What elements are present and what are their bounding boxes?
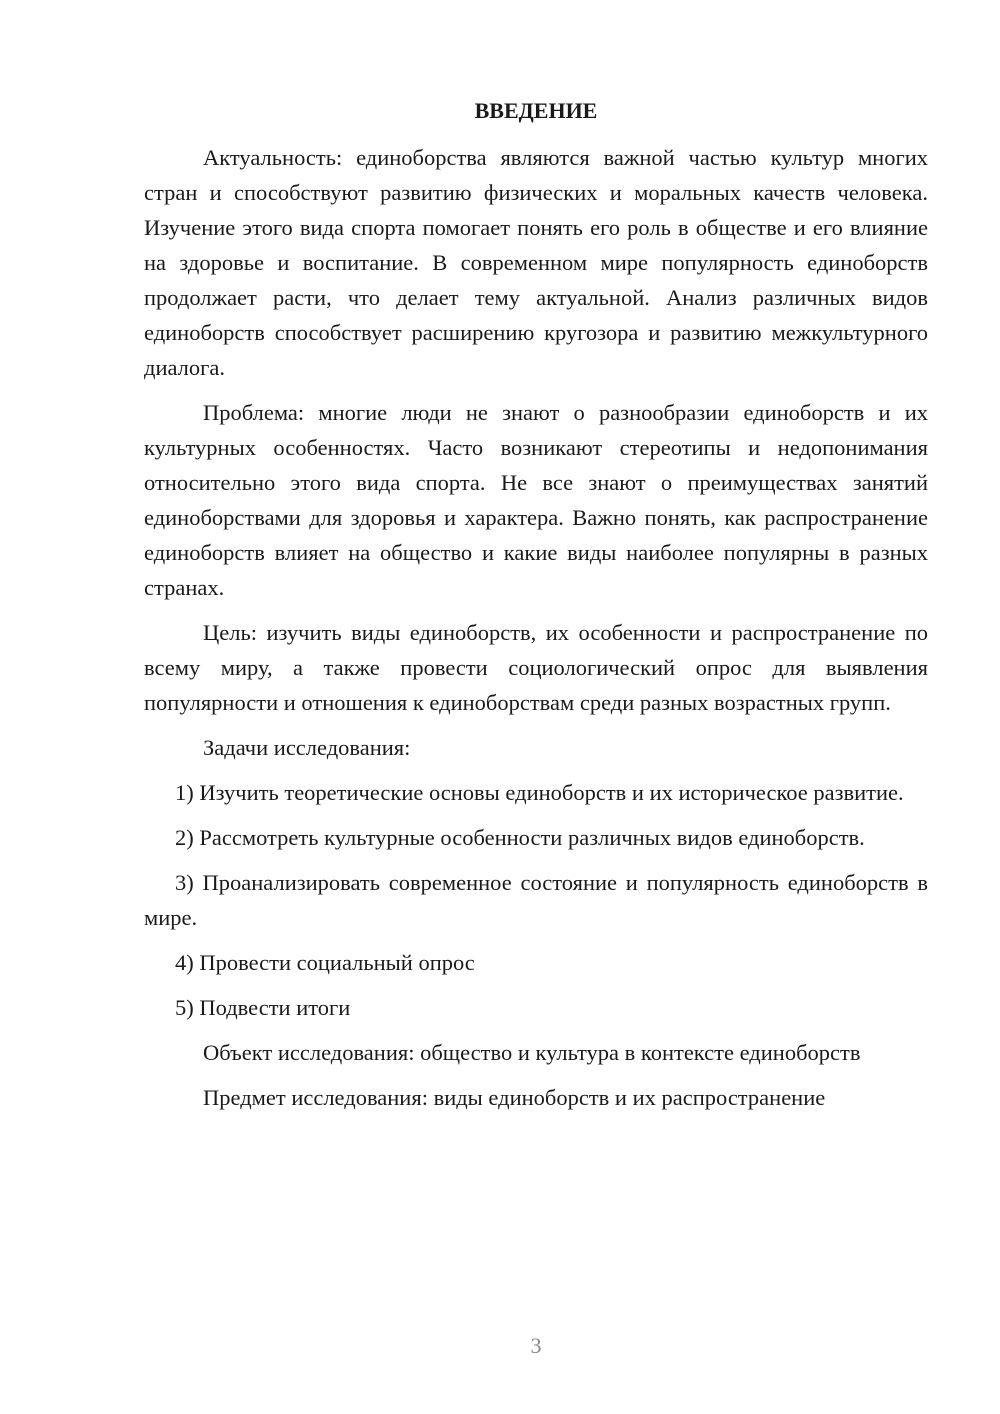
task-item: 4) Провести социальный опрос (175, 950, 475, 975)
task-item: 2) Рассмотреть культурные особенности различных видов единоборств. (175, 825, 865, 850)
relevance-paragraph: Актуальность: единоборства являются важной частью культур многих стран и способствуют развитию физических и моральных качеств человека. Изучение этого вида спорта помогает понять его роль в обществе и его влияние на здоровье и воспитание. В современном мире популярность единоборств продолжает расти, что делает тему актуальной. Анализ различных видов единоборств способствует расширению кругозора и развитию межкультурного диалога. (144, 145, 928, 380)
subject-paragraph: Предмет исследования: виды единоборств и их распространение (203, 1085, 826, 1110)
document-page (144, 96, 928, 1115)
problem-paragraph: Проблема: многие люди не знают о разнообразии единоборств и их культурных особенностях. Часто возникают стереотипы и недопонимания относительно этого вида спорта. Не все знают о преимуществах занятий единоборствами для здоровья и характера. Важно понять, как распространение единоборств влияет на общество и какие виды наиболее популярны в разных странах. (144, 400, 928, 600)
tasks-heading: Задачи исследования: (203, 735, 411, 760)
task-item: 1) Изучить теоретические основы единоборств и их историческое развитие. (175, 780, 904, 805)
task-item: 5) Подвести итоги (175, 995, 351, 1020)
object-paragraph: Объект исследования: общество и культура в контексте единоборств (203, 1040, 861, 1065)
goal-paragraph: Цель: изучить виды единоборств, их особенности и распространение по всему миру, а также провести социологический опрос для выявления популярности и отношения к единоборствам среди разных возрастных групп. (144, 620, 928, 715)
section-title: ВВЕДЕНИЕ (474, 98, 598, 123)
task-item: 3) Проанализировать современное состояние и популярность единоборств в мире. (144, 870, 928, 930)
page-number: 3 (530, 1333, 542, 1358)
